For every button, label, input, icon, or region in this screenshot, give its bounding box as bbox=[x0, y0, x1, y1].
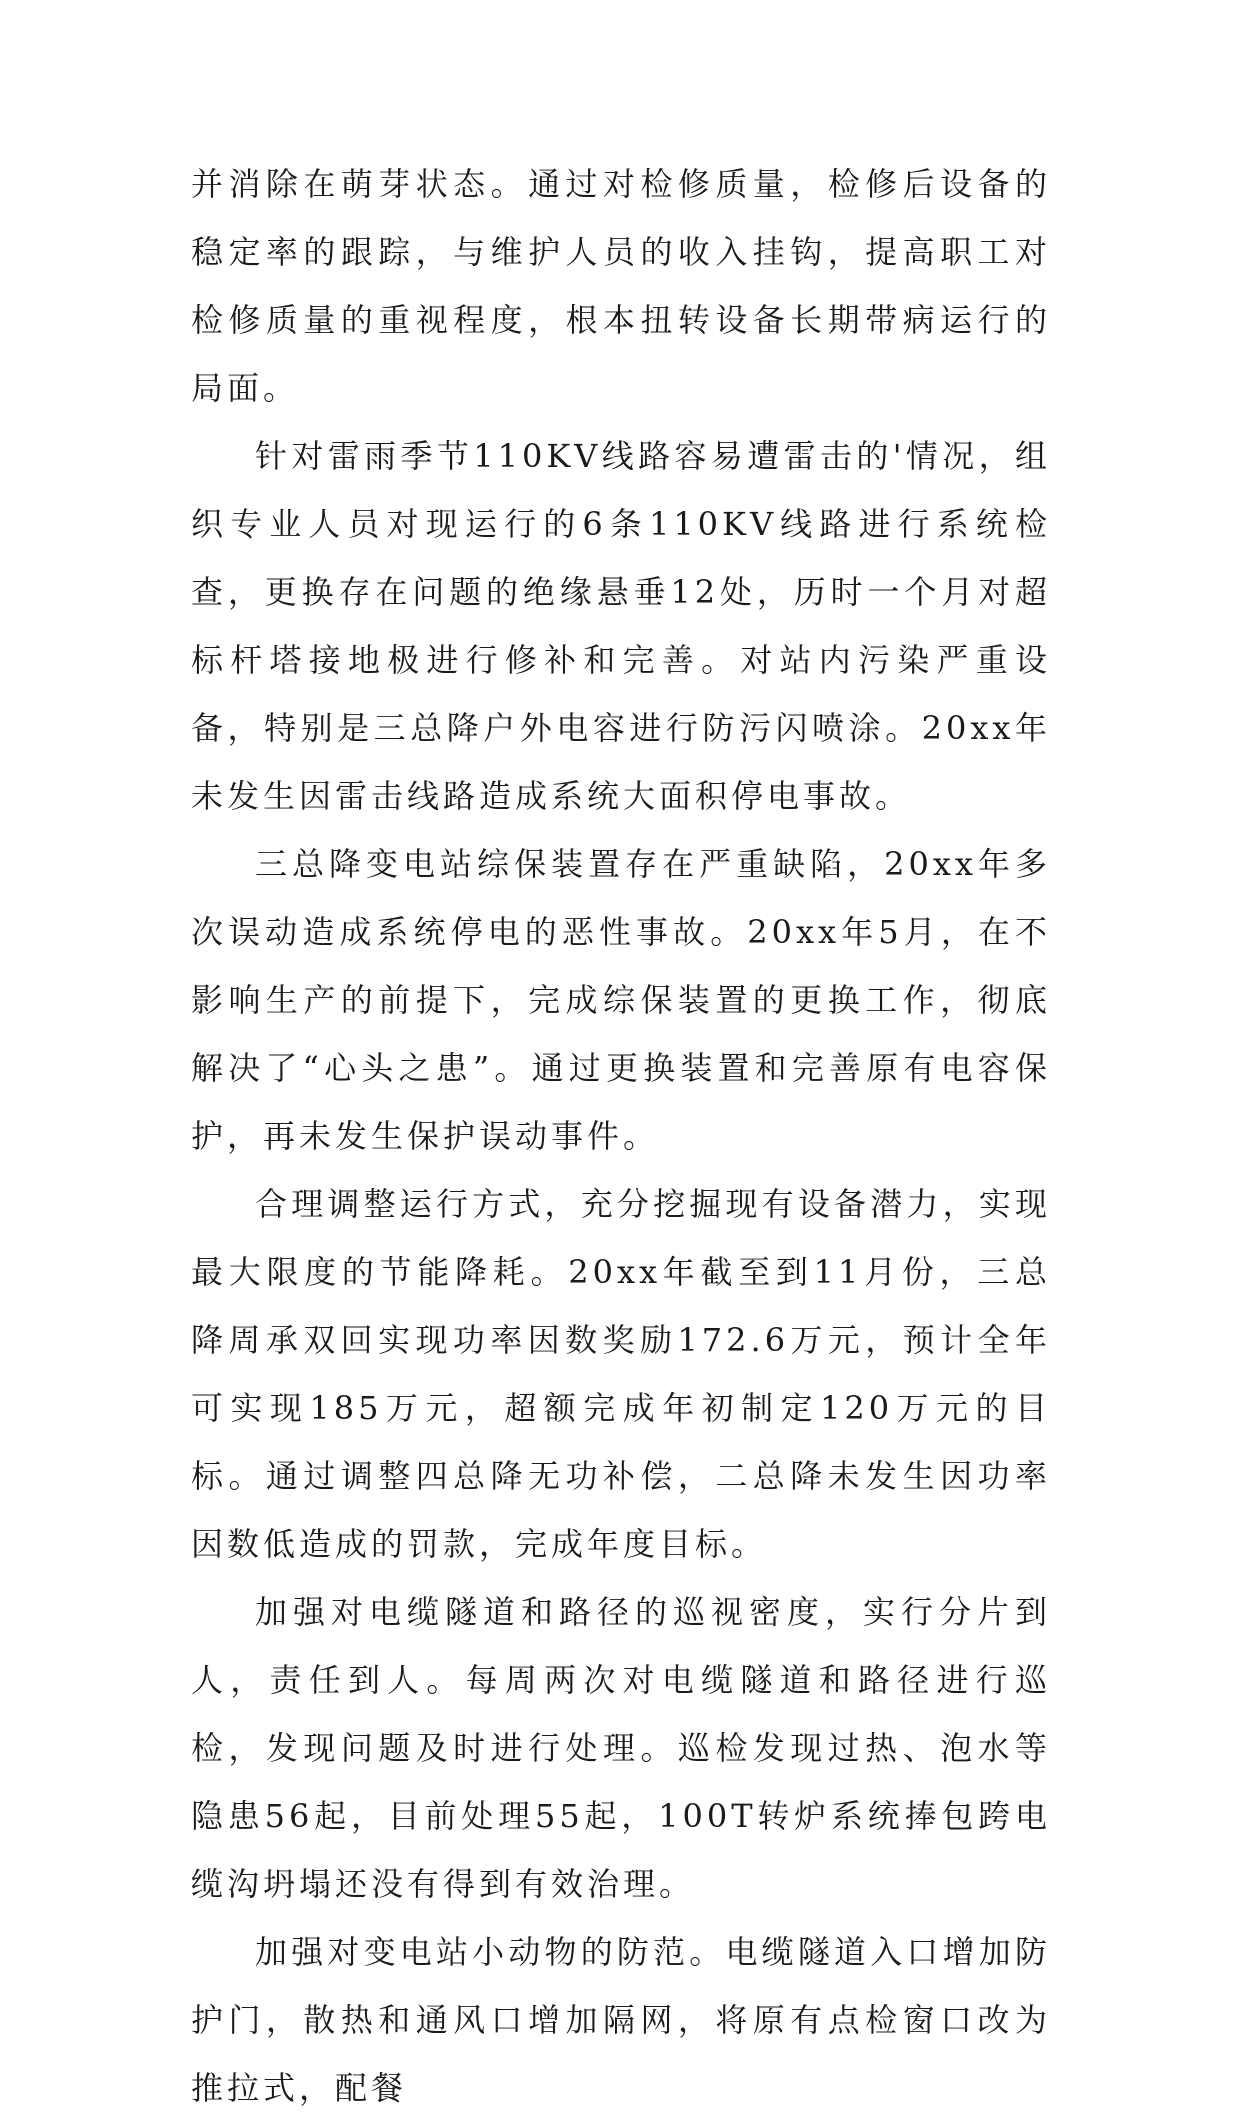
paragraph-continuation: 并消除在萌芽状态。通过对检修质量，检修后设备的稳定率的跟踪，与维护人员的收入挂钩，提高职工对检修质量的重视程度，根本扭转设备长期带病运行的局面。 bbox=[191, 165, 1051, 407]
paragraph-lightning-protection: 针对雷雨季节110KV线路容易遭雷击的'情况，组织专业人员对现运行的6条110KV线路进行系统检查，更换存在问题的绝缘悬垂12处，历时一个月对超标杆塔接地极进行修补和完善。对站内污染严重设备，特别是三总降户外电容进行防污闪喷涂。20xx年未发生因雷击线路造成系统大面积停电事故。 bbox=[191, 437, 1051, 815]
paragraph-cable-inspection: 加强对电缆隧道和路径的巡视密度，实行分片到人，责任到人。每周两次对电缆隧道和路径进行巡检，发现问题及时进行处理。巡检发现过热、泡水等隐患56起，目前处理55起，100T转炉系统捧包跨电缆沟坍塌还没有得到有效治理。 bbox=[191, 1593, 1051, 1903]
paragraph-protection-device: 三总降变电站综保装置存在严重缺陷，20xx年多次误动造成系统停电的恶性事故。20xx年5月，在不影响生产的前提下，完成综保装置的更换工作，彻底解决了“心头之患”。通过更换装置和完善原有电容保护，再未发生保护误动事件。 bbox=[191, 845, 1051, 1155]
paragraph-small-animal-prevention: 加强对变电站小动物的防范。电缆隧道入口增加防护门，散热和通风口增加隔网，将原有点检窗口改为推拉式，配餐 bbox=[191, 1933, 1051, 2107]
paragraph-energy-saving: 合理调整运行方式，充分挖掘现有设备潜力，实现最大限度的节能降耗。20xx年截至到11月份，三总降周承双回实现功率因数奖励172.6万元，预计全年可实现185万元，超额完成年初制定120万元的目标。通过调整四总降无功补偿，二总降未发生因功率因数低造成的罚款，完成年度目标。 bbox=[191, 1185, 1051, 1563]
document-body bbox=[191, 150, 1051, 2122]
